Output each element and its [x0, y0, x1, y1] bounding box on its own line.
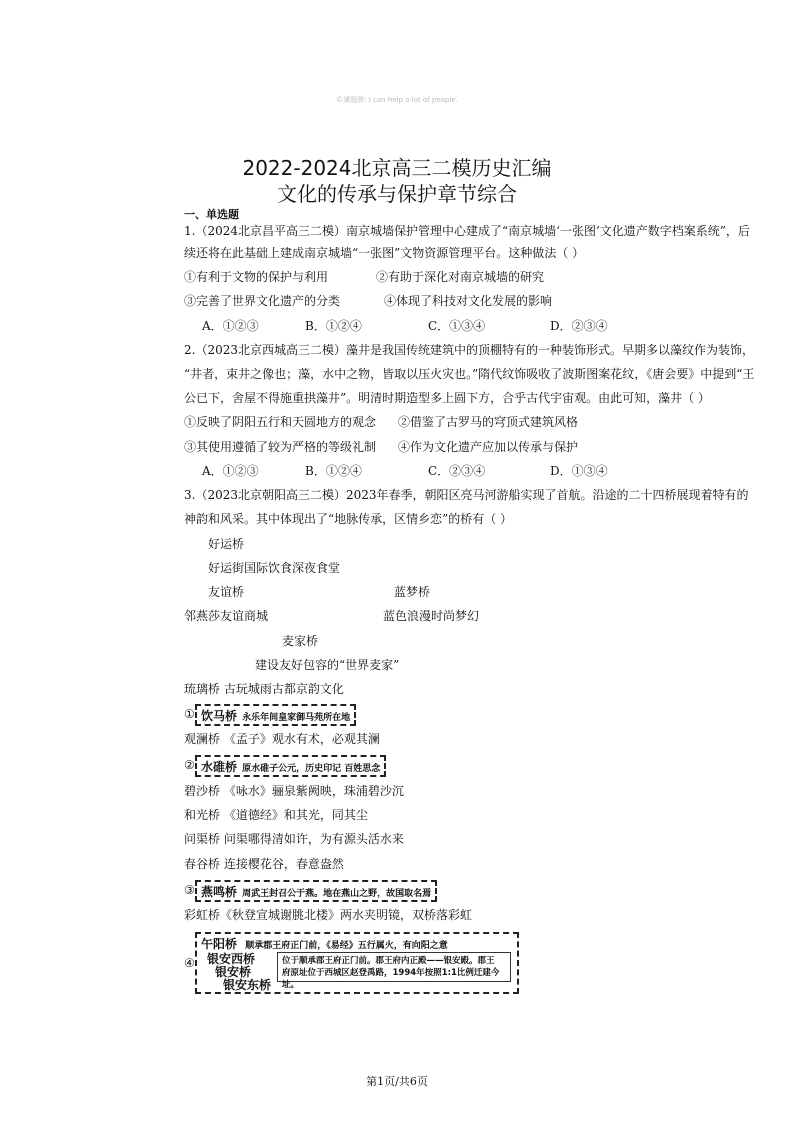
bridge-lanmeng-desc: 蓝色浪漫时尚梦幻	[383, 609, 480, 623]
page-footer: 第1页/共6页	[366, 1075, 428, 1088]
bridge-box-yinma-desc: 永乐年间皇家御马苑所在地	[242, 713, 351, 723]
bridge-heguang: 和光桥 《道德经》和其光，同其尘	[184, 808, 368, 822]
bridge-box-wuyang-desc: 顺承郡王府正门前，《易经》五行属火，有向阳之意	[245, 941, 448, 951]
bridge-guanlan: 观澜桥 《孟子》观水有术，必观其澜	[184, 732, 380, 746]
bridge-maijia-desc: 建设友好包容的“世界麦家”	[255, 658, 400, 672]
page-subtitle: 文化的传承与保护章节综合	[277, 182, 517, 206]
q2-option-c: C．②③④	[428, 464, 486, 478]
bridge-box-yanming	[195, 880, 437, 902]
q1-statement-2: ②有助于深化对南京城墙的研究	[376, 270, 545, 284]
bridge-chungu: 春谷桥 连接樱花谷，春意盎然	[184, 857, 344, 871]
q1-stem-line1: 1.（2024北京昌平高三二模）南京城墙保护管理中心建成了“南京城墙‘一张图’文化遗产数字档案系统”，后	[184, 224, 750, 238]
bridge-box-yinan-group	[195, 932, 519, 994]
bridge-liuli: 琉璃桥 古玩城雨古都京韵文化	[184, 682, 344, 696]
choice-marker-4: ④	[184, 956, 195, 970]
bridge-box-yinan: 银安桥	[215, 965, 252, 979]
q2-stem-line1: 2.（2023北京西城高三二模）藻井是我国传统建筑中的顶棚特有的一种装饰形式。早期多以藻纹作为装饰，	[184, 343, 754, 357]
watermark: ©讀题牌: I can help a lot of people.	[336, 96, 458, 104]
q1-option-b: B．①②④	[305, 319, 362, 333]
choice-marker-2: ②	[184, 758, 195, 772]
q2-stem-line3: 公已下，舍屋不得施重拱藻井”。明清时期造型多上圆下方，合乎古代宇宙观。由此可知，藻井（ ）	[184, 391, 710, 405]
q2-statement-2: ②借鉴了古罗马的穹顶式建筑风格	[398, 415, 579, 429]
q1-stem-line2: 续还将在此基础上建成南京城墙“一张图”文物资源管理平台。这种做法（ ）	[184, 246, 585, 260]
q2-stem-line2: “井者，束井之像也；藻，水中之物，皆取以压火灾也。”隋代纹饰吸收了波斯图案花纹，《唐会要》中提到“王	[184, 367, 755, 381]
bridge-box-yinan-note-line1: 位于顺承郡王府正门前。郡王府内正殿——银安殿。郡王	[282, 956, 495, 966]
q2-option-a: A．①②③	[202, 464, 259, 478]
bridge-box-yinma	[195, 704, 356, 726]
q2-statement-1: ①反映了阴阳五行和天圆地方的观念	[184, 415, 377, 429]
bridge-haoyun-desc: 好运街国际饮食深夜食堂	[208, 561, 341, 575]
bridge-box-shuidui-name: 水碓桥	[201, 760, 238, 774]
bridge-youyi: 友谊桥	[208, 585, 245, 599]
bridge-box-yanming-name: 燕鸣桥	[201, 885, 238, 899]
q1-statement-3: ③完善了世界文化遗产的分类	[184, 294, 341, 308]
q1-option-d: D．②③④	[550, 319, 608, 333]
q1-option-a: A．①②③	[202, 319, 259, 333]
bridge-maijia: 麦家桥	[282, 634, 319, 648]
bridge-lanmeng: 蓝梦桥	[394, 585, 431, 599]
page-title: 2022-2024北京高三二模历史汇编	[242, 156, 552, 180]
q1-statement-4: ④体现了科技对文化发展的影响	[384, 294, 553, 308]
section-heading: 一、单选题	[184, 208, 239, 221]
bridge-box-wuyang-name: 午阳桥	[201, 937, 238, 951]
q1-option-c: C．①③④	[428, 319, 486, 333]
choice-marker-1: ①	[184, 707, 195, 721]
bridge-wenqu: 问渠桥 问渠哪得清如许，为有源头活水来	[184, 832, 404, 846]
q2-statement-4: ④作为文化遗产应加以传承与保护	[398, 440, 579, 454]
bridge-youyi-desc: 邻燕莎友谊商城	[184, 609, 269, 623]
bridge-box-yinan-east: 银安东桥	[223, 978, 272, 992]
q2-option-d: D．①③④	[550, 464, 608, 478]
q2-option-b: B．①②④	[305, 464, 362, 478]
q1-statement-1: ①有利于文物的保护与利用	[184, 270, 329, 284]
q2-statement-3: ③其使用遵循了较为严格的等级礼制	[184, 440, 377, 454]
bridge-haoyun: 好运桥	[208, 537, 245, 551]
bridge-box-shuidui-desc: 原水碓子公元，历史印记 百姓思念	[242, 764, 381, 774]
bridge-box-yinan-note-line2: 府原址位于西城区赵登禹路，1994年按照1:1比例迁建今址。	[282, 968, 500, 990]
bridge-box-yinan-west: 银安西桥	[207, 952, 256, 966]
bridge-box-yanming-desc: 周武王封召公于燕。地在燕山之野，故国取名焉	[242, 889, 432, 899]
bridge-box-yinma-name: 饮马桥	[201, 709, 238, 723]
q3-stem-line1: 3.（2023北京朝阳高三二模）2023年春季，朝阳区亮马河游船实现了首航。沿途的二十四桥展现着特有的	[184, 488, 749, 502]
q3-stem-line2: 神韵和风采。其中体现出了“地脉传承，区情乡恋”的桥有（ ）	[184, 512, 513, 526]
bridge-bisha: 碧沙桥 《咏水》骊泉紫阙映，珠浦碧沙沉	[184, 784, 404, 798]
bridge-caihong: 彩虹桥《秋登宣城谢朓北楼》两水夹明镜，双桥落彩虹	[184, 908, 473, 922]
choice-marker-3: ③	[184, 883, 195, 897]
bridge-box-yinan-note	[277, 952, 511, 990]
bridge-box-shuidui	[195, 755, 386, 777]
